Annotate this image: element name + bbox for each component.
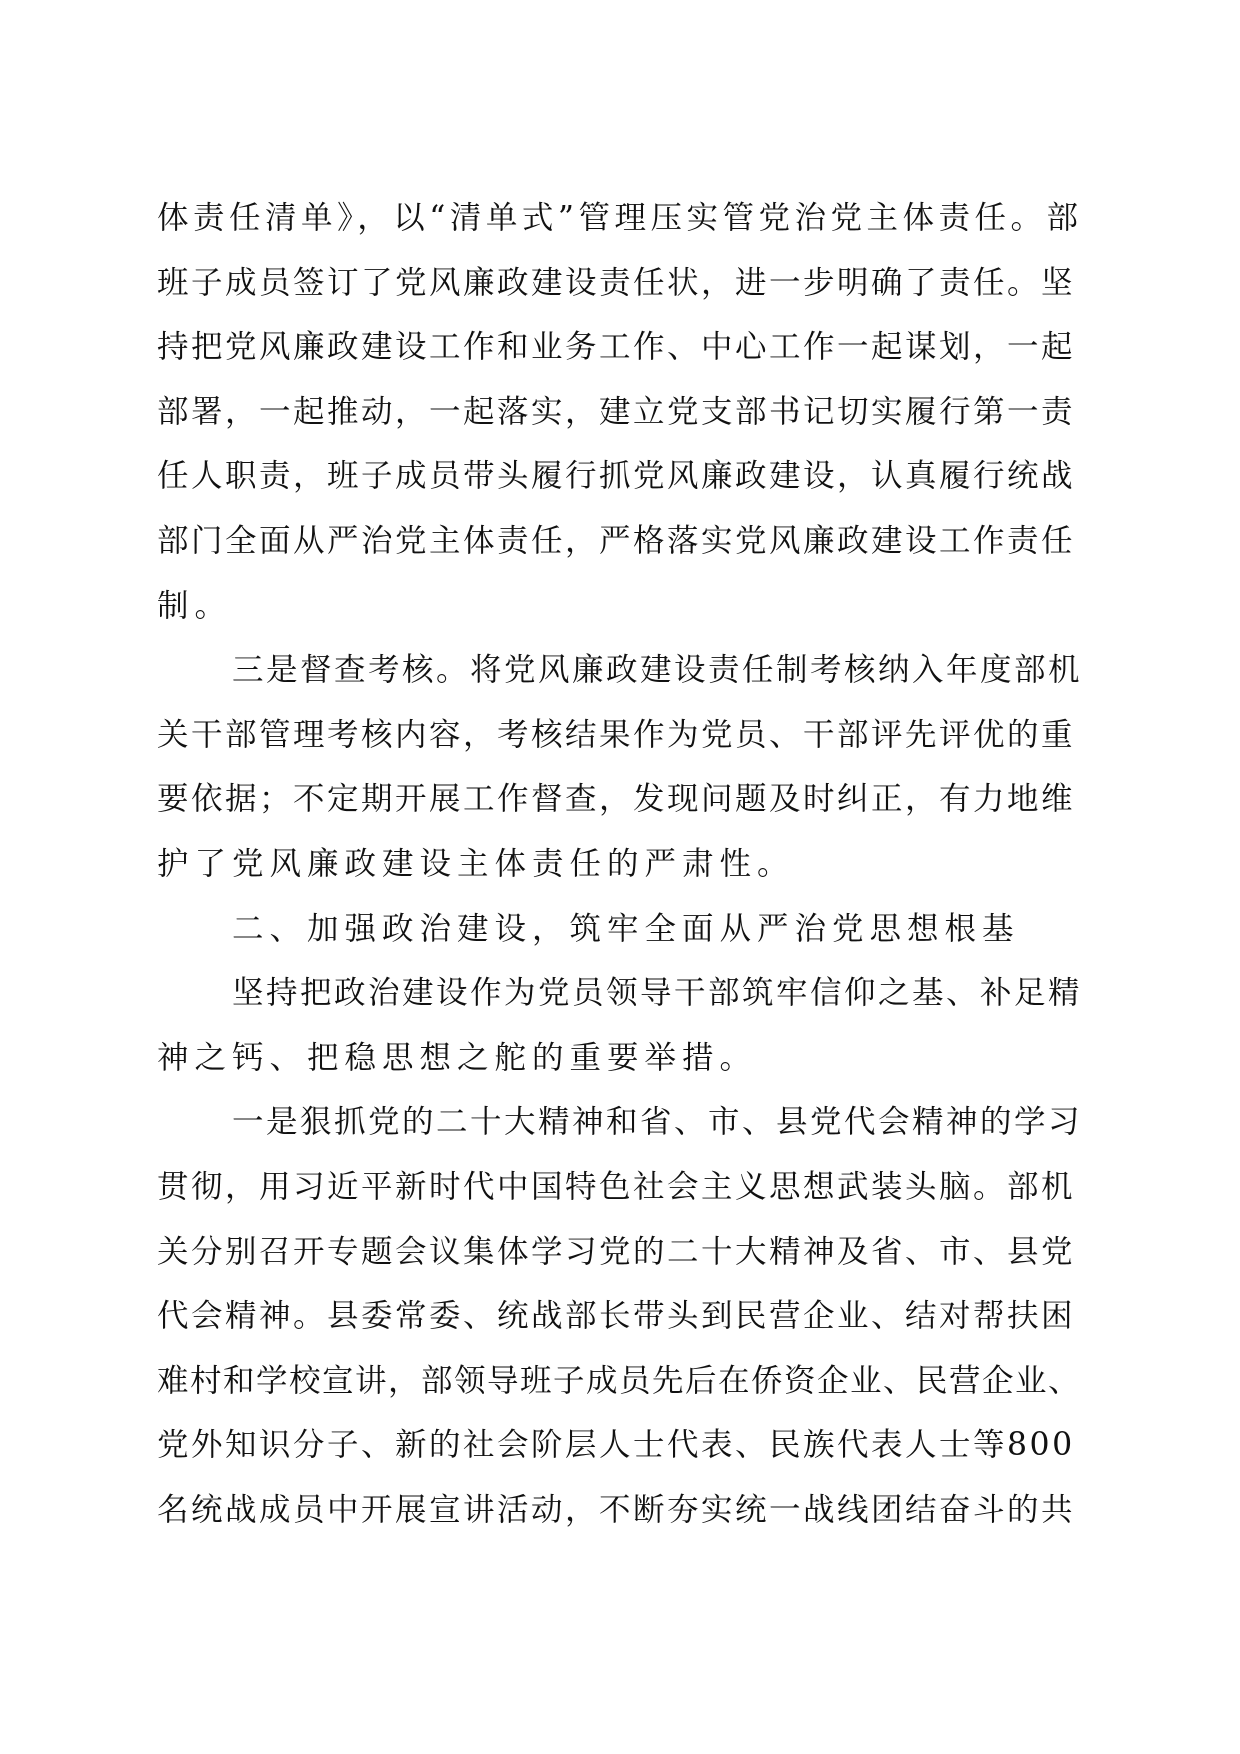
text-line: 体责任清单》，以“清单式”管理压实管党治党主体责任。部 [157, 200, 1083, 236]
text-line: 任人职责，班子成员带头履行抓党风廉政建设，认真履行统战 [157, 458, 1076, 495]
paragraph-start-line: 三是督查考核。将党风廉政建设责任制考核纳入年度部机 [232, 652, 1083, 689]
text-line: 难村和学校宣讲，部领导班子成员先后在侨资企业、民营企业、 [157, 1362, 1082, 1399]
text-line: 持把党风廉政建设工作和业务工作、中心工作一起谋划，一起 [157, 329, 1076, 366]
text-line: 部门全面从严治党主体责任，严格落实党风廉政建设工作责任 [157, 522, 1076, 559]
text-line: 代会精神。县委常委、统战部长带头到民营企业、结对帮扶困 [157, 1298, 1076, 1335]
text-line: 班子成员签订了党风廉政建设责任状，进一步明确了责任。坚 [157, 264, 1076, 301]
paragraph-start-line: 一是狠抓党的二十大精神和省、市、县党代会精神的学习 [232, 1104, 1083, 1141]
text-line: 名统战成员中开展宣讲活动，不断夯实统一战线团结奋斗的共 [157, 1491, 1076, 1528]
document-body [157, 186, 1087, 1542]
text-line: 关分别召开专题会议集体学习党的二十大精神及省、市、县党 [157, 1233, 1076, 1270]
text-line: 关干部管理考核内容，考核结果作为党员、干部评先评优的重 [157, 716, 1076, 753]
section-heading: 二、加强政治建设，筑牢全面从严治党思想根基 [232, 910, 1020, 947]
text-line: 部署，一起推动，一起落实，建立党支部书记切实履行第一责 [157, 393, 1076, 430]
paragraph-start-line: 坚持把政治建设作为党员领导干部筑牢信仰之基、补足精 [232, 975, 1083, 1012]
text-line: 贯彻，用习近平新时代中国特色社会主义思想武装头脑。部机 [157, 1168, 1076, 1205]
text-line: 护了党风廉政建设主体责任的严肃性。 [157, 845, 795, 882]
text-line: 党外知识分子、新的社会阶层人士代表、民族代表人士等800 [157, 1427, 1075, 1464]
text-line: 神之钙、把稳思想之舵的重要举措。 [157, 1039, 758, 1076]
text-line: 制。 [157, 587, 233, 624]
text-line: 要依据；不定期开展工作督查，发现问题及时纠正，有力地维 [157, 781, 1076, 818]
